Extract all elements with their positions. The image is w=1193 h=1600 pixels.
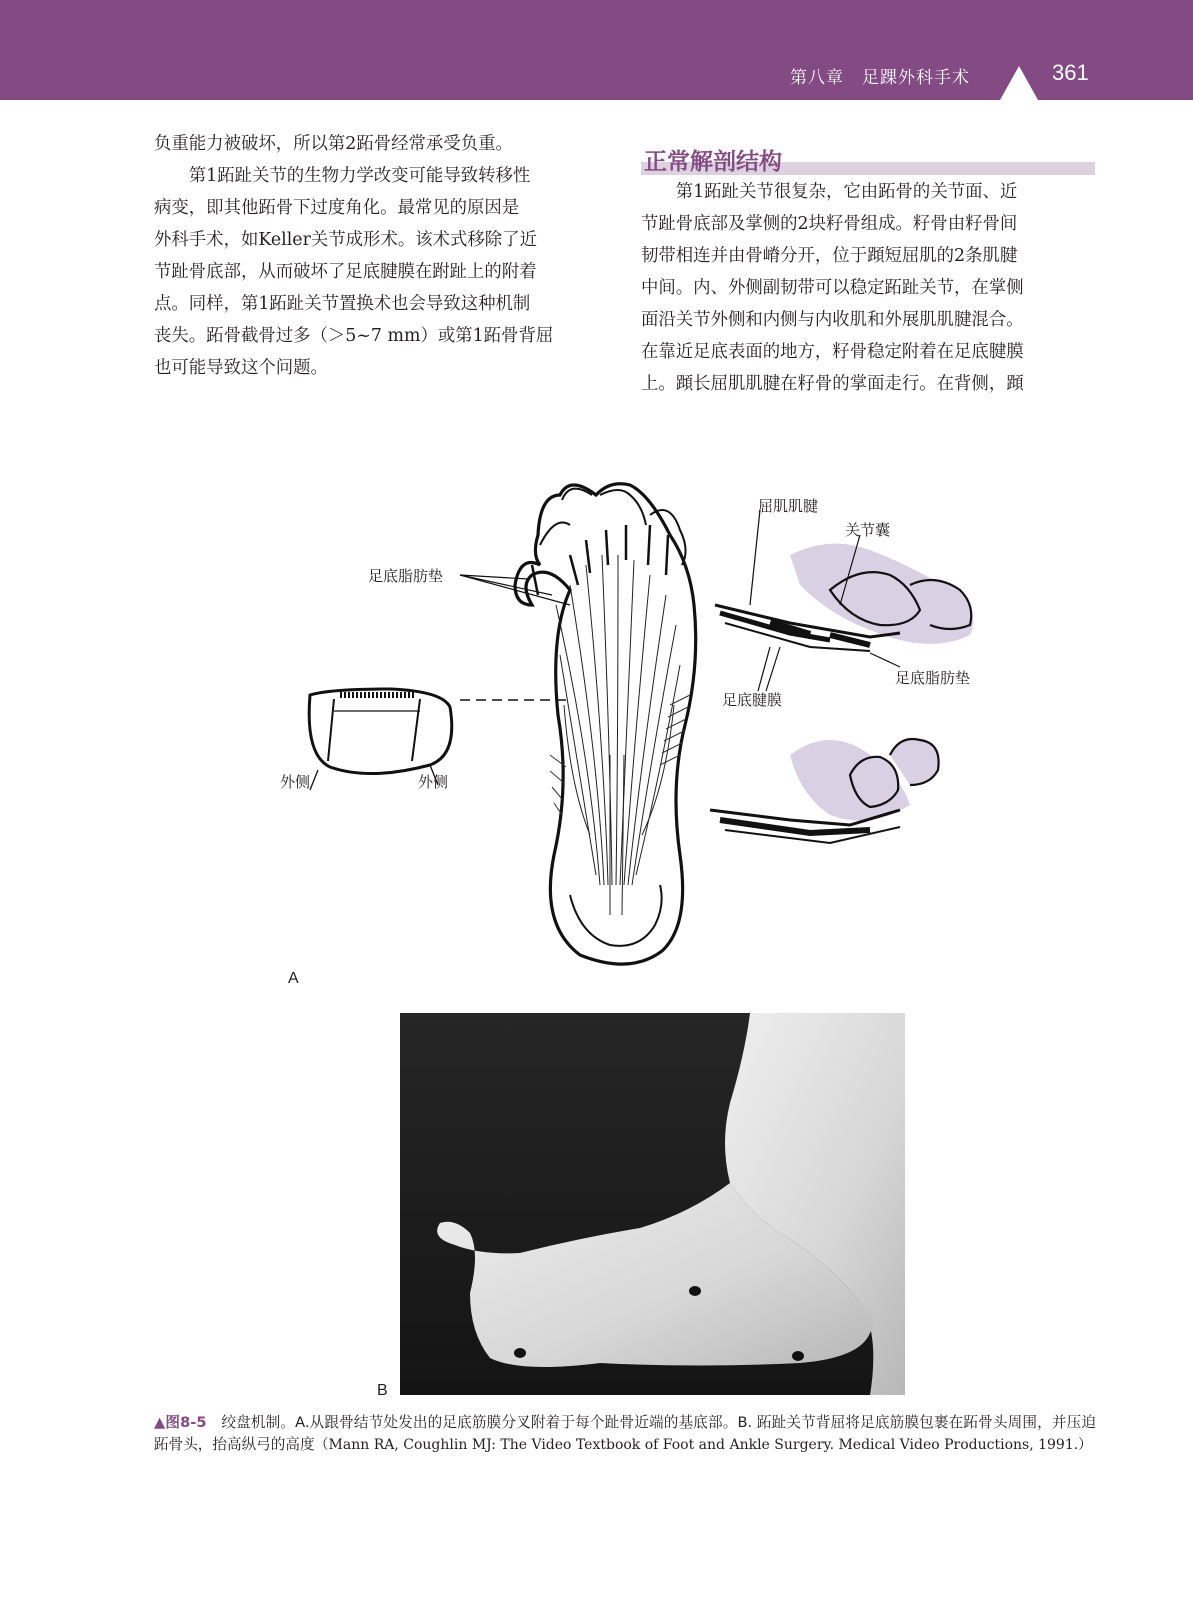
- chapter-title: 第八章 足踝外科手术: [790, 68, 970, 88]
- label-lateral: 外侧: [280, 773, 311, 791]
- label-plantar-fat-pad: 足底脂肪垫: [368, 567, 444, 585]
- figure-caption: [154, 1412, 1096, 1456]
- foot-photo-illustration: [400, 1013, 905, 1395]
- figure-a: [270, 455, 1030, 1000]
- right-column: [641, 176, 1094, 400]
- paragraph: 第1跖趾关节很复杂，它由跖骨的关节面、近 节趾骨底部及掌侧的2块籽骨组成。籽骨由籽骨间 韧带相连并由骨嵴分开，位于蹞短屈肌的2条肌腱 中间。内、外侧副韧带可以稳定跖趾关节，在掌侧 面沿关节外侧和内侧与内收肌和外展肌肌腱混合。 在靠近足底表面的地方，籽骨稳定附着在足底腱膜 上。蹞长屈肌肌腱在籽骨的掌面走行。在背侧，蹞: [641, 182, 1024, 394]
- paragraph: 第1跖趾关节的生物力学改变可能导致转移性 病变，即其他跖骨下过度角化。最常见的原因是 外科手术，如Keller关节成形术。该术式移除了近 节趾骨底部，从而破坏了足底腱膜在跗趾上的附着 点。同样，第1跖趾关节置换术也会导致这种机制 丧失。跖骨截骨过多（＞5~7 mm）或第1跖骨背屈 也可能导致这个问题。: [154, 166, 554, 378]
- figure-b-photo: [400, 1013, 905, 1395]
- caption-reference: （Mann RA, Coughlin MJ: The Video Textbook of Foot and Ankle Surgery. Medical Video Productions, 1991.）: [314, 1437, 1093, 1453]
- mtp-joint-lateral-view-bottom: [710, 739, 939, 843]
- section-heading: [641, 143, 1095, 179]
- plantar-fascia-fibers: [556, 555, 680, 915]
- header-triangle-mark: [1000, 66, 1038, 100]
- label-flexor-tendon: 屈肌肌腱: [758, 497, 819, 515]
- section-heading-text: 正常解剖结构: [644, 149, 782, 175]
- page-number: 361: [1052, 60, 1089, 85]
- left-column: [154, 128, 609, 384]
- label-plantar-aponeurosis: 足底腱膜: [722, 691, 783, 709]
- label-plantar-fat-pad: 足底脂肪垫: [895, 669, 971, 687]
- foot-anatomy-illustration: [270, 455, 1030, 1000]
- toe-detail-marks: [532, 525, 668, 595]
- label-lateral: 外侧: [418, 773, 449, 791]
- caption-text: 绞盘机制。A.从跟骨结节处发出的足底筋膜分叉附着于每个趾骨近端的基底部。B. 跖趾关节背屈将足底筋膜包裹在跖骨头周围，并压迫跖骨头，抬高纵弓的高度: [154, 1414, 1096, 1453]
- figure-number: ▲图8-5: [154, 1414, 207, 1431]
- panel-label-b: B: [377, 1382, 388, 1399]
- paragraph: 负重能力被破坏，所以第2跖骨经常承受负重。: [154, 134, 513, 154]
- panel-label-a: A: [288, 970, 299, 987]
- lateral-hatching: [550, 695, 690, 815]
- label-joint-capsule: 关节囊: [845, 521, 891, 539]
